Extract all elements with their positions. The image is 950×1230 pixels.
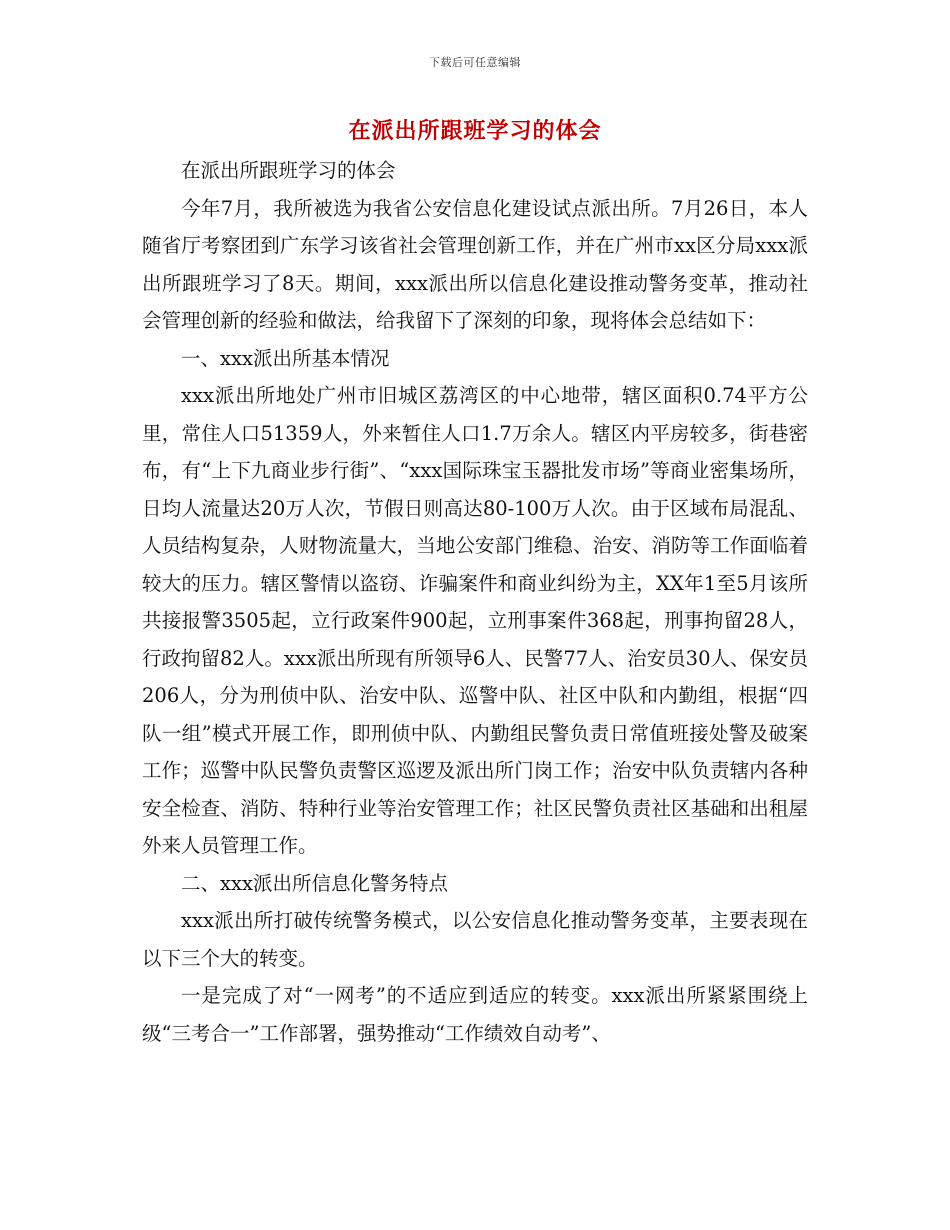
paragraph-first-change: 一是完成了对“一网考”的不适应到适应的转变。xxx派出所紧紧围绕上级“三考合一”工作部署，强势推动“工作绩效自动考”、 <box>142 984 808 1045</box>
download-note: 下载后可任意编辑 <box>429 56 521 69</box>
paragraph-intro: 今年7月，我所被选为我省公安信息化建设试点派出所。7月26日，本人随省厅考察团到广东学习该省社会管理创新工作，并在广州市xx区分局xxx派出所跟班学习了8天。期间，xxx派出所以信息化建设推动警务变革，推动社会管理创新的经验和做法，给我留下了深刻的印象，现将体会总结如下： <box>142 196 808 332</box>
section-heading-2: 二、xxx派出所信息化警务特点 <box>181 871 448 895</box>
document-body <box>142 152 808 1052</box>
paragraph-features-intro: xxx派出所打破传统警务模式，以公安信息化推动警务变革，主要表现在以下三个大的转变。 <box>142 909 808 970</box>
section-heading-1: 一、xxx派出所基本情况 <box>181 346 390 370</box>
document-title: 在派出所跟班学习的体会 <box>348 118 602 144</box>
paragraph-basic-situation: xxx派出所地处广州市旧城区荔湾区的中心地带，辖区面积0.74平方公里，常住人口51359人，外来暂住人口1.7万余人。辖区内平房较多，街巷密布，有“上下九商业步行街”、“xxx国际珠宝玉器批发市场”等商业密集场所，日均人流量达20万人次，节假日则高达80-100万人次。由于区域布局混乱、人员结构复杂，人财物流量大，当地公安部门维稳、治安、消防等工作面临着较大的压力。辖区警情以盗窃、诈骗案件和商业纠纷为主，XX年1至5月该所共接报警3505起，立行政案件900起，立刑事案件368起，刑事拘留28人，行政拘留82人。xxx派出所现有所领导6人、民警77人、治安员30人、保安员206人，分为刑侦中队、治安中队、巡警中队、社区中队和内勤组，根据“四队一组”模式开展工作，即刑侦中队、内勤组民警负责日常值班接处警及破案工作；巡警中队民警负责警区巡逻及派出所门岗工作；治安中队负责辖内各种安全检查、消防、特种行业等治安管理工作；社区民警负责社区基础和出租屋外来人员管理工作。 <box>142 384 808 857</box>
paragraph-subtitle: 在派出所跟班学习的体会 <box>181 159 396 182</box>
